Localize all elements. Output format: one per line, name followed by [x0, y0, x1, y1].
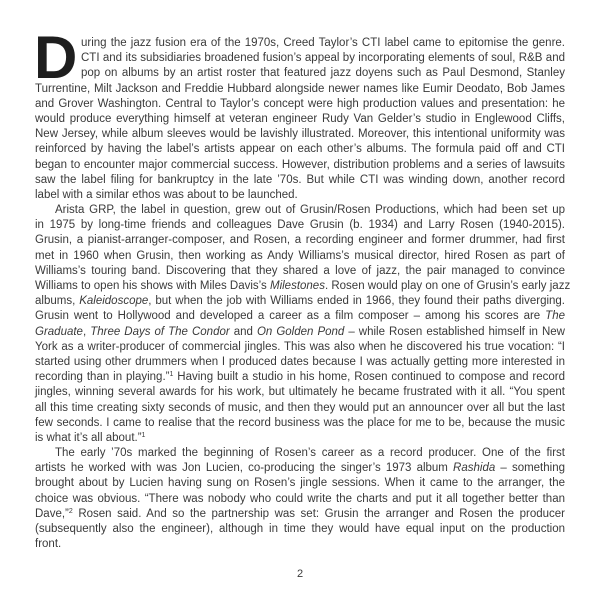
- text-line: [35, 142, 565, 157]
- text-line: [35, 127, 565, 142]
- italic-title: Kaleidoscope: [79, 295, 149, 308]
- article-body: [35, 36, 571, 552]
- italic-title: Graduate: [35, 325, 83, 338]
- text-line: [35, 203, 565, 218]
- text-run: Turrentine, Milt Jackson and Freddie Hubbard alongside newer names like Eumir Deodato, Bob James: [35, 82, 565, 95]
- italic-title: The: [545, 310, 565, 323]
- text-line: [35, 97, 565, 112]
- italic-title: On Golden Pond: [256, 325, 345, 338]
- drop-cap: D: [34, 24, 78, 91]
- text-line: [35, 507, 565, 522]
- text-line: [35, 537, 565, 552]
- paragraph: [35, 203, 571, 446]
- text-line: [35, 112, 565, 127]
- text-line: [35, 264, 565, 279]
- text-run: Grusin went to Hollywood and developed a career as a film composer – among his scores are: [35, 310, 546, 323]
- paragraph: [35, 36, 565, 203]
- text-run: reinforced by having the label’s artists appear on each other’s albums. The formula paid off and CTI: [35, 143, 565, 156]
- text-run: CTI and its subsidiaries broadened fusion’s appeal by incorporating elements of soul, R&B and: [81, 52, 565, 65]
- text-run: . Rosen would play on one of Grusin’s early jazz: [324, 280, 571, 292]
- text-line: [35, 416, 565, 431]
- text-line: [35, 355, 565, 370]
- text-line: [35, 233, 565, 248]
- text-line: [35, 446, 565, 461]
- text-run: Williams to open his shows with Miles Davis’s: [35, 280, 270, 292]
- text-line: [35, 249, 565, 264]
- text-line: [35, 309, 565, 324]
- text-run: (subsequently also the engineer), although in time they would have equal input on the production: [35, 523, 565, 535]
- text-line: [35, 294, 565, 309]
- text-run: , but when the job with Williams ended in 1966, they found their paths diverging.: [148, 295, 566, 308]
- text-line: [35, 401, 565, 416]
- text-line: [35, 66, 565, 81]
- text-run: choice was obvious. “There was nobody who could write the charts and put it all together better than: [35, 492, 565, 505]
- text-line: [35, 492, 565, 507]
- text-line: [35, 218, 565, 233]
- text-run: in 1975 by long-time friends and colleagues Dave Grusin (b. 1934) and Larry Rosen (1940-2015).: [35, 219, 565, 232]
- text-line: [35, 82, 565, 97]
- text-line: [35, 36, 565, 51]
- text-run: and: [229, 325, 257, 338]
- text-run: pop on albums by an artist roster that featured jazz doyens such as Paul Desmond, Stanley: [81, 67, 565, 80]
- text-run: label with a similar ethos was about to be launched.: [35, 188, 298, 201]
- text-run: saw the label filing for bankruptcy in the late ’70s. But while CTI was winding down, another record: [35, 173, 565, 186]
- text-run: uring the jazz fusion era of the 1970s, Creed Taylor’s CTI label came to epitomise the genre.: [81, 37, 565, 49]
- text-run: front.: [35, 538, 62, 551]
- footnote-marker: 2: [68, 507, 73, 515]
- page-number: 2: [296, 568, 304, 580]
- text-line: [35, 431, 565, 446]
- text-line: [35, 158, 565, 173]
- text-run: and Grover Washington. Central to Taylor’s concept were high production values and presentation: he: [35, 97, 565, 110]
- text-run: York as a writer-producer of commercial jingles. This was also when he discovered his true vocation: “I: [35, 340, 565, 353]
- text-run: brought about by Lucien having sung on Rosen’s jingle sessions. When it came to the arranger, the: [35, 477, 565, 490]
- text-line: [35, 461, 565, 476]
- text-run: Arista GRP, the label in question, grew out of Grusin/Rosen Productions, which had been set up: [55, 204, 565, 217]
- text-run: ,: [82, 325, 91, 338]
- text-run: recording than in playing.”: [35, 371, 170, 384]
- text-line: [35, 188, 565, 203]
- footnote-marker: 1: [169, 371, 174, 379]
- italic-title: Rashida: [453, 462, 496, 475]
- text-line: [35, 279, 571, 294]
- text-run: The early ’70s marked the beginning of Rosen’s career as a record producer. One of the first: [55, 447, 565, 460]
- text-run: jingles, winning several awards for his work, but ultimately he became frustrated with it all. “You spent: [35, 386, 565, 399]
- italic-title: Milestones: [269, 280, 325, 292]
- text-run: Rosen said. And so the partnership was set: Grusin the arranger and Rosen the producer: [72, 507, 565, 520]
- footnote-marker: 1: [141, 431, 146, 439]
- italic-title: Three Days of The Condor: [90, 325, 230, 338]
- text-line: [35, 51, 565, 66]
- text-line: [35, 385, 565, 400]
- text-run: is what it’s all about.”: [35, 431, 142, 444]
- text-run: would produce everything himself at veteran engineer Rudy Van Gelder’s studio in Englewood Cliffs,: [35, 112, 565, 125]
- text-run: Dave,”: [35, 507, 69, 520]
- text-run: few seconds. I came to realise that the record business was the place for me to be, because the music: [35, 416, 565, 429]
- text-run: artists he worked with was Jon Lucien, co-producing the singer’s 1973 album: [35, 462, 454, 475]
- text-run: Williams’s touring band. Discovering that they shared a love of jazz, the pair managed to convince: [35, 264, 565, 277]
- text-run: albums,: [35, 295, 80, 308]
- text-line: [35, 522, 565, 537]
- text-run: – while Rosen established himself in New: [344, 325, 565, 338]
- text-run: met in 1960 when Grusin, then working as Andy Williams’s musical director, hired Rosen as part of: [35, 249, 565, 262]
- text-run: Grusin, a pianist-arranger-composer, and Rosen, a recording engineer and former drummer, had first: [35, 234, 565, 247]
- text-run: all this time creating sixty seconds of music, and then they would put an announcer over all but the last: [35, 401, 565, 414]
- text-run: began to encounter major commercial success. However, distribution problems and a series of lawsuits: [35, 158, 565, 171]
- text-line: [35, 476, 565, 491]
- text-run: started using other drummers when I produced dates because I was actually getting more interested in: [35, 355, 565, 368]
- text-line: [35, 173, 565, 188]
- text-run: New Jersey, while album sleeves would be lavishly illustrated. Moreover, this intentional uniformity was: [35, 128, 565, 141]
- text-line: [35, 325, 565, 340]
- text-line: [35, 370, 565, 385]
- paragraph: [35, 446, 565, 552]
- text-run: Having built a studio in his home, Rosen continued to compose and record: [173, 371, 565, 384]
- text-run: – something: [495, 462, 565, 475]
- text-line: [35, 340, 565, 355]
